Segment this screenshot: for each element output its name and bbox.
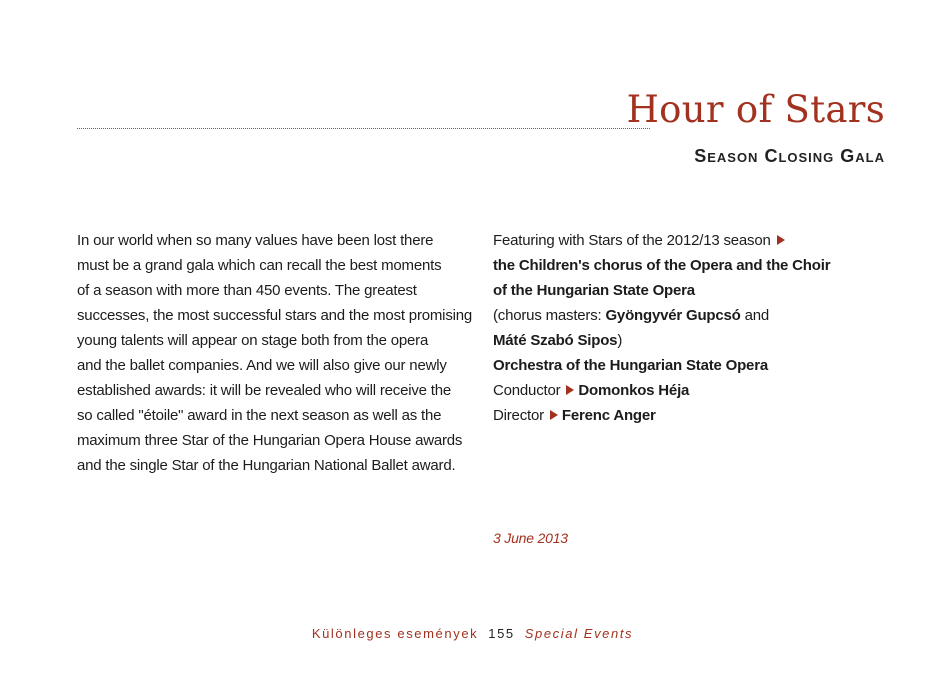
- intro-line: so called "étoile" award in the next season as well as the: [77, 407, 442, 424]
- intro-line: established awards: it will be revealed who will receive the: [77, 382, 452, 399]
- featuring-label: Featuring with Stars of the 2012/13 season: [493, 232, 771, 249]
- footer-section-en: Special Events: [524, 626, 634, 641]
- intro-paragraph: [77, 228, 473, 478]
- intro-line: and the single Star of the Hungarian National Ballet award.: [77, 457, 456, 474]
- chorus-close: ): [617, 332, 623, 349]
- director-line: [493, 403, 853, 428]
- triangle-right-icon: [777, 235, 785, 245]
- intro-line: successes, the most successful stars and the most promising: [77, 307, 473, 324]
- intro-line: maximum three Star of the Hungarian Opera House awards: [77, 432, 463, 449]
- conductor-label: Conductor: [493, 382, 561, 399]
- title-dotted-rule: [77, 128, 650, 129]
- chorus-master-name: Gyöngyvér Gupcsó: [605, 307, 741, 324]
- intro-line: must be a grand gala which can recall the best moments: [77, 257, 442, 274]
- page-title: Hour of Stars: [626, 88, 885, 131]
- chorus-masters-label: (chorus masters:: [493, 307, 606, 324]
- page-subtitle: Season Closing Gala: [694, 146, 885, 166]
- page-number: 155: [488, 626, 515, 641]
- triangle-right-icon: [566, 385, 574, 395]
- director-label: Director: [493, 407, 544, 424]
- intro-line: young talents will appear on stage both from the opera: [77, 332, 429, 349]
- triangle-right-icon: [550, 410, 558, 420]
- director-name: Ferenc Anger: [561, 407, 656, 424]
- credits-column: [493, 228, 853, 428]
- chorus-masters-line-2: [493, 328, 853, 353]
- intro-line: and the ballet companies. And we will also give our newly: [77, 357, 447, 374]
- footer-section-hu: Különleges események: [311, 626, 479, 641]
- conductor-name: Domonkos Héja: [578, 382, 690, 399]
- ensemble-line: of the Hungarian State Opera: [493, 282, 695, 299]
- intro-line: In our world when so many values have been lost there: [77, 232, 434, 249]
- chorus-masters-line: [493, 303, 853, 328]
- event-date: 3 June 2013: [493, 530, 568, 546]
- title-row: [77, 88, 885, 136]
- ensemble-line: the Children's chorus of the Opera and the Choir: [493, 257, 831, 274]
- intro-line: of a season with more than 450 events. The greatest: [77, 282, 417, 299]
- orchestra-line: Orchestra of the Hungarian State Opera: [493, 357, 768, 374]
- chorus-and: and: [740, 307, 770, 324]
- conductor-line: [493, 378, 853, 403]
- chorus-master-name: Máté Szabó Sipos: [493, 332, 618, 349]
- page-footer: [0, 626, 945, 641]
- featuring-line: [493, 228, 853, 253]
